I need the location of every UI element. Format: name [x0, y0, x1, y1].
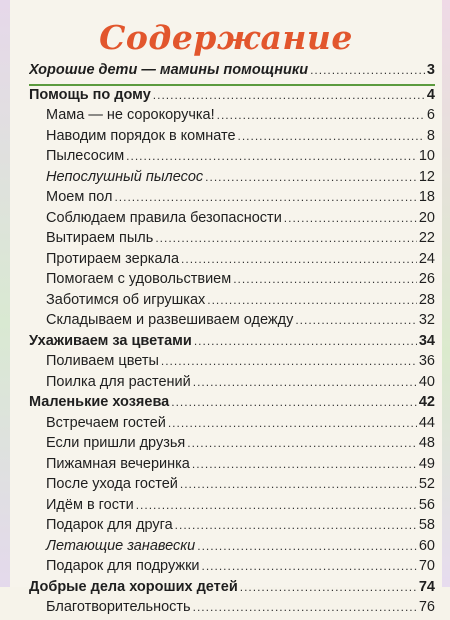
dot-leader [194, 334, 417, 348]
toc-entry[interactable] [29, 271, 435, 292]
toc-entry[interactable] [29, 538, 435, 559]
dot-leader [114, 190, 416, 204]
toc-entry-title: Встречаем гостей [46, 414, 166, 431]
dot-leader [233, 272, 417, 286]
toc-page-number: 32 [418, 312, 435, 328]
toc-page-number: 70 [418, 558, 435, 574]
toc-entry-title: Моем пол [46, 189, 113, 205]
dot-leader [126, 149, 417, 163]
toc-page-number: 4 [426, 86, 435, 103]
right-decor-stripe [442, 0, 450, 587]
dot-leader [238, 129, 425, 143]
toc-entry-title: Летающие занавески [46, 537, 196, 554]
dot-leader [193, 600, 417, 614]
toc-page-number: 58 [418, 517, 435, 533]
toc-entry-title: Пижамная вечеринка [46, 455, 190, 472]
toc-page-number: 18 [418, 189, 435, 205]
toc-entry-title: Маленькие хозяева [29, 394, 170, 410]
dot-leader [175, 518, 417, 532]
dot-leader [181, 252, 417, 266]
toc-entry-title: После ухода гостей [46, 476, 178, 492]
toc-page-number: 26 [418, 271, 435, 287]
toc-entry[interactable] [29, 189, 435, 210]
dot-leader [310, 63, 425, 77]
dot-leader [180, 477, 417, 491]
toc-entry[interactable] [29, 415, 435, 436]
toc-entry[interactable] [29, 292, 435, 313]
dot-leader [202, 559, 417, 573]
toc-section-entry[interactable] [29, 394, 435, 415]
toc-page-number: 56 [418, 496, 435, 513]
toc-entry[interactable] [29, 558, 435, 579]
toc-page-number: 76 [418, 599, 435, 615]
toc-page-number: 36 [418, 353, 435, 369]
toc-page-number: 44 [418, 414, 435, 431]
toc-entry[interactable] [29, 476, 435, 497]
toc-entry-title: Соблюдаем правила безопасности [46, 209, 282, 226]
toc-entry-title: Поливаем цветы [46, 353, 159, 369]
toc-entry-title: Если пришли друзья [46, 435, 186, 451]
toc-section-entry[interactable] [29, 87, 435, 108]
dot-leader [192, 457, 417, 471]
page-title: Содержание [99, 18, 353, 57]
toc-entry[interactable] [29, 435, 435, 456]
toc-page-number: 22 [418, 230, 435, 246]
toc-entry[interactable] [29, 456, 435, 477]
toc-entry-title: Протираем зеркала [46, 250, 180, 267]
dot-leader [197, 539, 417, 553]
dot-leader [155, 231, 417, 245]
toc-entry-title: Поилка для растений [46, 373, 191, 390]
toc-page-number: 3 [426, 62, 435, 78]
dot-leader [205, 170, 417, 184]
toc-page-number: 20 [418, 209, 435, 226]
dot-leader [207, 293, 417, 307]
toc-entry[interactable] [29, 353, 435, 374]
left-decor-stripe [0, 0, 10, 587]
toc-entry[interactable] [29, 107, 435, 128]
dot-leader [217, 108, 425, 122]
section-divider [29, 84, 435, 86]
table-of-contents [29, 62, 435, 620]
dot-leader [136, 498, 417, 512]
dot-leader [168, 416, 417, 430]
toc-entry-title: Подарок для подружки [46, 558, 200, 574]
toc-page-number: 60 [418, 537, 435, 554]
toc-page-number: 12 [418, 168, 435, 185]
toc-page-number: 28 [418, 291, 435, 308]
toc-entry[interactable] [29, 599, 435, 620]
toc-entry[interactable] [29, 210, 435, 231]
dot-leader [153, 88, 425, 102]
toc-entry[interactable] [29, 497, 435, 518]
toc-entry-title: Заботимся об игрушках [46, 291, 206, 308]
toc-entry-title: Наводим порядок в комнате [46, 127, 236, 144]
toc-page-number: 48 [418, 435, 435, 451]
toc-page-number: 6 [426, 107, 435, 123]
toc-entry[interactable] [29, 148, 435, 169]
toc-section-entry[interactable] [29, 62, 435, 83]
toc-page-number: 49 [418, 455, 435, 472]
dot-leader [187, 436, 417, 450]
toc-page-number: 52 [418, 476, 435, 492]
dot-leader [161, 354, 417, 368]
toc-entry-title: Помощь по дому [29, 86, 151, 103]
toc-entry-title: Ухаживаем за цветами [29, 332, 192, 349]
toc-page-number: 10 [418, 148, 435, 164]
toc-entry-title: Непослушный пылесос [46, 168, 204, 185]
dot-leader [284, 211, 417, 225]
toc-section-entry[interactable] [29, 579, 435, 600]
dot-leader [295, 313, 417, 327]
toc-entry[interactable] [29, 374, 435, 395]
toc-entry[interactable] [29, 312, 435, 333]
dot-leader [193, 375, 417, 389]
toc-entry[interactable] [29, 169, 435, 190]
toc-section-entry[interactable] [29, 333, 435, 354]
toc-entry-title: Мама — не сорокоручка! [46, 107, 215, 123]
dot-leader [171, 395, 417, 409]
toc-page-number: 34 [418, 332, 435, 349]
contents-page [10, 0, 442, 615]
toc-entry-title: Вытираем пыль [46, 230, 154, 246]
toc-page-number: 24 [418, 250, 435, 267]
toc-entry-title: Складываем и развешиваем одежду [46, 312, 294, 328]
toc-entry-title: Идём в гости [46, 496, 134, 513]
toc-entry[interactable] [29, 230, 435, 251]
toc-entry[interactable] [29, 128, 435, 149]
toc-entry[interactable] [29, 517, 435, 538]
toc-entry-title: Пылесосим [46, 148, 125, 164]
toc-entry-title: Хорошие дети — мамины помощники [29, 62, 309, 78]
toc-page-number: 74 [418, 578, 435, 595]
toc-page-number: 8 [426, 127, 435, 144]
toc-entry-title: Добрые дела хороших детей [29, 578, 238, 595]
toc-page-number: 40 [418, 373, 435, 390]
toc-entry-title: Благотворительность [46, 599, 191, 615]
toc-page-number: 42 [418, 394, 435, 410]
toc-entry-title: Помогаем с удовольствием [46, 271, 232, 287]
toc-entry-title: Подарок для друга [46, 517, 173, 533]
toc-entry[interactable] [29, 251, 435, 272]
